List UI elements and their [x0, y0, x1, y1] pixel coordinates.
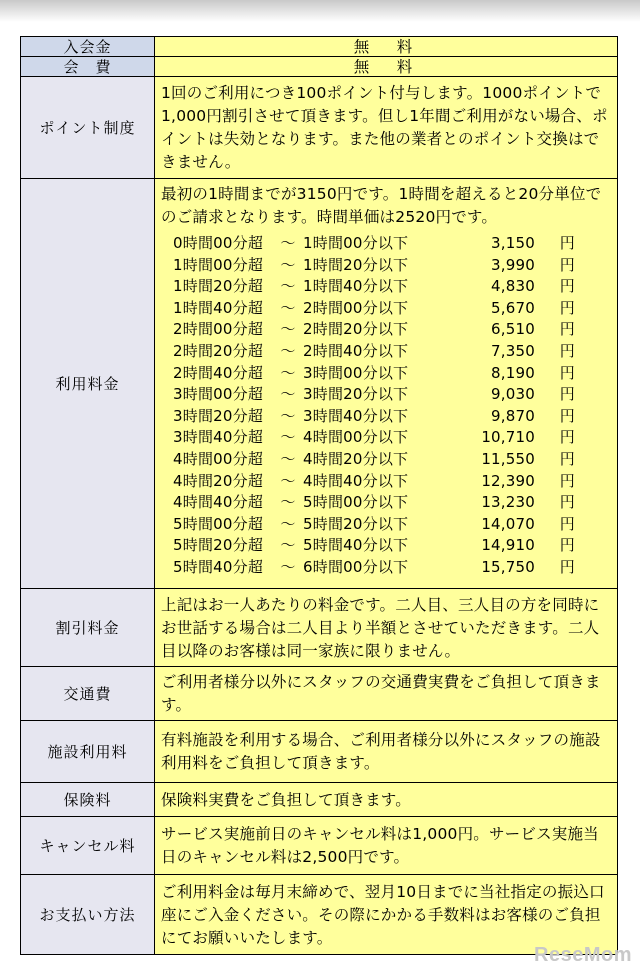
price-yen: 円 [559, 385, 575, 404]
price-yen: 円 [559, 406, 575, 425]
price-from: 0時間00分超 [173, 234, 264, 252]
price-row [161, 535, 611, 557]
price-to: 2時間40分以下 [303, 341, 409, 360]
entrance-fee-value: 無 料 [155, 37, 618, 57]
price-tilde: ～ [280, 255, 296, 274]
transport-text: ご利用者様分以外にスタッフの交通費実費をご負担して頂きます。 [155, 667, 618, 721]
insurance-label: 保険料 [21, 783, 155, 817]
price-row [161, 341, 611, 363]
price-to: 6時間00分以下 [303, 557, 409, 576]
price-row [161, 233, 611, 255]
price-from: 1時間20分超 [173, 277, 264, 296]
row-cancel [21, 817, 618, 875]
transport-label: 交通費 [21, 667, 155, 721]
price-row [161, 276, 611, 298]
price-tilde: ～ [280, 471, 296, 490]
price-row [161, 449, 611, 471]
price-from: 1時間40分超 [173, 298, 264, 317]
price-to: 5時間20分以下 [303, 514, 409, 533]
price-tilde: ～ [280, 449, 296, 468]
price-yen: 円 [559, 493, 575, 512]
price-to: 4時間20分以下 [303, 449, 409, 468]
row-transport [21, 667, 618, 721]
price-amount: 11,550 [481, 449, 535, 468]
price-yen: 円 [559, 341, 575, 360]
price-from: 5時間40分超 [173, 557, 264, 576]
price-tilde: ～ [280, 298, 296, 317]
price-to: 5時間40分以下 [303, 536, 409, 555]
price-row [161, 471, 611, 493]
price-amount: 7,350 [491, 341, 535, 360]
price-tilde: ～ [280, 320, 296, 339]
price-yen: 円 [559, 234, 575, 252]
price-tilde: ～ [280, 234, 296, 252]
price-yen: 円 [559, 557, 575, 576]
row-discount [21, 589, 618, 667]
facility-text: 有料施設を利用する場合、ご利用者様分以外にスタッフの施設利用料をご負担して頂きます。 [155, 721, 618, 783]
price-amount: 8,190 [491, 363, 535, 382]
price-row [161, 384, 611, 406]
payment-text: ご利用料金は毎月末締めで、翌月10日までに当社指定の振込口座にご入金ください。その際にかかる手数料はお客様のご負担にてお願いいたします。 [155, 875, 618, 955]
price-yen: 円 [559, 298, 575, 317]
price-amount: 6,510 [491, 320, 535, 339]
price-to: 4時間40分以下 [303, 471, 409, 490]
price-from: 1時間00分超 [173, 255, 264, 274]
usage-fee-label: 利用料金 [21, 179, 155, 589]
payment-label: お支払い方法 [21, 875, 155, 955]
price-to: 5時間00分以下 [303, 493, 409, 512]
insurance-text: 保険料実費をご負担して頂きます。 [155, 783, 618, 817]
price-from: 2時間00分超 [173, 320, 264, 339]
price-to: 4時間00分以下 [303, 428, 409, 447]
point-system-label: ポイント制度 [21, 77, 155, 179]
discount-text: 上記はお一人あたりの料金です。二人目、三人目の方を同時にお世話する場合は二人目より半額とさせていただきます。二人目以降のお客様は同一家族に限りません。 [155, 589, 618, 667]
price-tilde: ～ [280, 341, 296, 360]
row-point-system [21, 77, 618, 179]
price-row [161, 492, 611, 514]
row-membership-fee [21, 57, 618, 77]
price-yen: 円 [559, 363, 575, 382]
membership-fee-value: 無 料 [155, 57, 618, 77]
row-usage-fee [21, 179, 618, 589]
price-yen: 円 [559, 471, 575, 490]
row-payment [21, 875, 618, 955]
price-list [161, 233, 611, 579]
price-to: 3時間40分以下 [303, 406, 409, 425]
price-to: 3時間20分以下 [303, 385, 409, 404]
price-yen: 円 [559, 255, 575, 274]
price-to: 2時間00分以下 [303, 298, 409, 317]
price-from: 2時間40分超 [173, 363, 264, 382]
price-yen: 円 [559, 514, 575, 533]
price-from: 4時間00分超 [173, 449, 264, 468]
price-tilde: ～ [280, 536, 296, 555]
price-tilde: ～ [280, 493, 296, 512]
price-tilde: ～ [280, 406, 296, 425]
membership-fee-label: 会 費 [21, 57, 155, 77]
price-amount: 5,670 [491, 298, 535, 317]
price-tilde: ～ [280, 557, 296, 576]
price-yen: 円 [559, 428, 575, 447]
price-tilde: ～ [280, 277, 296, 296]
price-amount: 15,750 [481, 557, 535, 576]
point-system-text: 1回のご利用につき100ポイント付与します。1000ポイントで1,000円割引させて頂きます。但し1年間ご利用がない場合、ポイントは失効となります。また他の業者とのポイント交換はできません。 [155, 77, 618, 179]
facility-label: 施設利用料 [21, 721, 155, 783]
price-from: 4時間40分超 [173, 493, 264, 512]
price-row [161, 298, 611, 320]
row-entrance-fee [21, 37, 618, 57]
price-amount: 13,230 [481, 493, 535, 512]
price-yen: 円 [559, 449, 575, 468]
fee-table [20, 36, 618, 955]
price-yen: 円 [559, 277, 575, 296]
price-tilde: ～ [280, 428, 296, 447]
logo-tail: Mom [583, 944, 632, 966]
price-from: 4時間20分超 [173, 471, 264, 490]
row-insurance [21, 783, 618, 817]
price-from: 3時間20分超 [173, 406, 264, 425]
price-yen: 円 [559, 320, 575, 339]
price-from: 5時間20分超 [173, 536, 264, 555]
discount-label: 割引料金 [21, 589, 155, 667]
resemom-logo [534, 944, 632, 967]
top-bar [0, 0, 640, 22]
logo-main: Rese [534, 944, 584, 966]
price-yen: 円 [559, 536, 575, 555]
price-to: 1時間40分以下 [303, 277, 409, 296]
price-amount: 4,830 [491, 277, 535, 296]
price-to: 3時間00分以下 [303, 363, 409, 382]
price-from: 3時間40分超 [173, 428, 264, 447]
price-to: 1時間20分以下 [303, 255, 409, 274]
price-row [161, 427, 611, 449]
price-to: 1時間00分以下 [303, 234, 409, 252]
price-row [161, 406, 611, 428]
price-tilde: ～ [280, 363, 296, 382]
price-amount: 14,910 [481, 536, 535, 555]
price-amount: 9,870 [491, 406, 535, 425]
price-amount: 3,150 [491, 234, 535, 252]
cancel-label: キャンセル料 [21, 817, 155, 875]
price-from: 5時間00分超 [173, 514, 264, 533]
price-row [161, 319, 611, 341]
price-amount: 3,990 [491, 255, 535, 274]
price-row [161, 255, 611, 277]
price-row [161, 514, 611, 536]
price-row [161, 557, 611, 579]
usage-fee-intro: 最初の1時間までが3150円です。1時間を超えると20分単位でのご請求となります。時間単価は2520円です。 [161, 185, 602, 226]
price-row [161, 363, 611, 385]
price-amount: 10,710 [481, 428, 535, 447]
price-to: 2時間20分以下 [303, 320, 409, 339]
row-facility [21, 721, 618, 783]
price-amount: 14,070 [481, 514, 535, 533]
usage-fee-cell [155, 179, 618, 589]
price-amount: 9,030 [491, 385, 535, 404]
price-tilde: ～ [280, 514, 296, 533]
price-from: 2時間20分超 [173, 341, 264, 360]
price-amount: 12,390 [481, 471, 535, 490]
cancel-text: サービス実施前日のキャンセル料は1,000円。サービス実施当日のキャンセル料は2,500円です。 [155, 817, 618, 875]
price-tilde: ～ [280, 385, 296, 404]
price-from: 3時間00分超 [173, 385, 264, 404]
entrance-fee-label: 入会金 [21, 37, 155, 57]
